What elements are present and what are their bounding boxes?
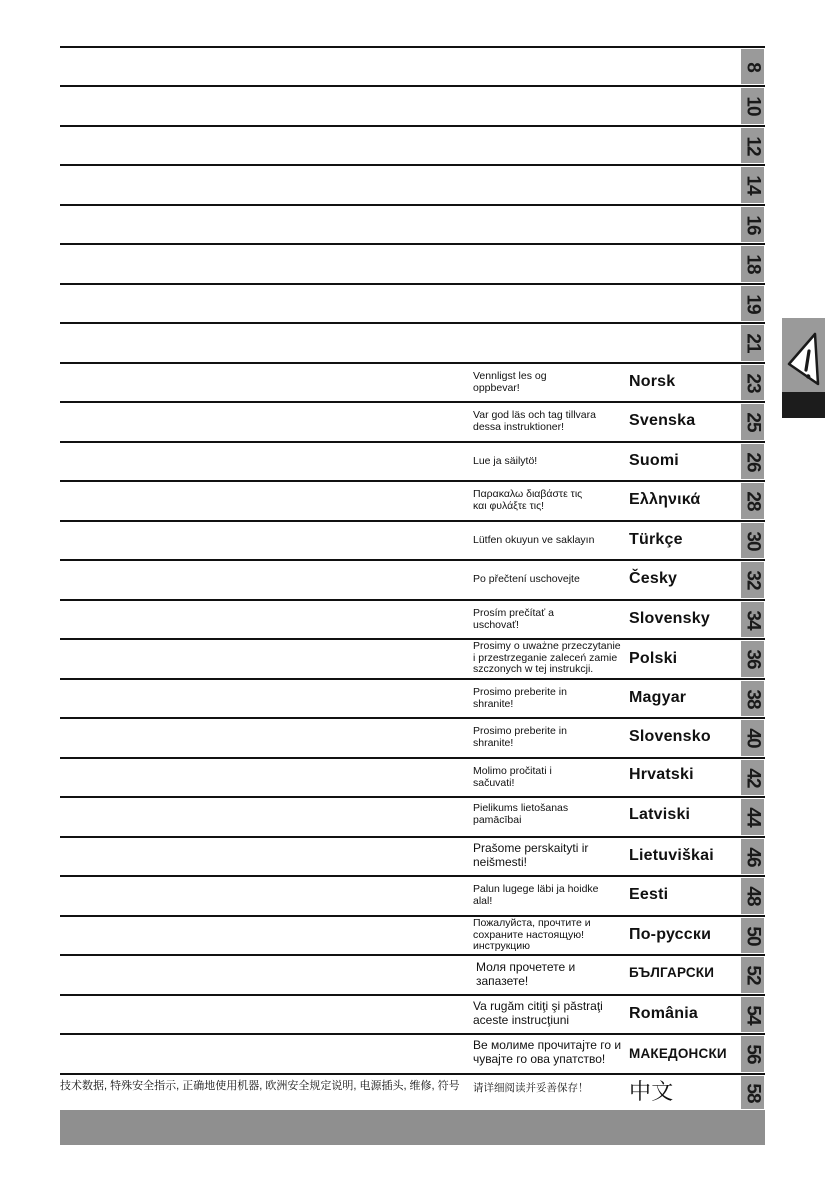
row-language: Ελληνικά	[629, 491, 701, 508]
row-language: Lietuviškai	[629, 847, 714, 864]
page-tab[interactable]	[741, 641, 764, 677]
row-divider	[60, 678, 765, 680]
page-number: 14	[742, 175, 763, 195]
language-row[interactable]	[60, 954, 765, 994]
row-divider	[60, 85, 765, 87]
row-language: Slovensky	[629, 610, 710, 627]
row-divider	[60, 796, 765, 798]
language-row[interactable]	[60, 836, 765, 875]
page-tab[interactable]	[741, 483, 764, 519]
page-number: 18	[742, 254, 763, 274]
footer-bar	[60, 1110, 765, 1145]
page-tab[interactable]	[741, 681, 764, 716]
page-tab[interactable]	[741, 325, 764, 361]
page-tab[interactable]	[741, 246, 764, 282]
row-divider	[60, 441, 765, 443]
row-note: Molimo pročitati i sačuvati!	[473, 765, 552, 789]
page-tab[interactable]	[741, 1036, 764, 1072]
page-tab[interactable]	[741, 997, 764, 1032]
row-divider	[60, 638, 765, 640]
page-number: 34	[742, 609, 763, 630]
language-row[interactable]	[60, 520, 765, 559]
row-note: 请详细阅读并妥善保存！	[473, 1082, 589, 1094]
page-number: 36	[742, 649, 763, 669]
row-note: Prosimo preberite in shranite!	[473, 725, 567, 749]
page-number: 40	[742, 728, 763, 748]
row-language: МАКЕДОНСКИ	[629, 1046, 727, 1061]
language-row[interactable]	[60, 717, 765, 757]
row-language: Türkçe	[629, 531, 683, 548]
row-language: Magyar	[629, 689, 687, 706]
page-number: 44	[742, 807, 763, 827]
row-note: Пожалуйста, прочтите и сохраните настоящую! инструкцию	[473, 917, 591, 952]
language-row[interactable]	[60, 85, 765, 125]
row-divider	[60, 125, 765, 127]
row-note: Pielikums lietošanas pamācībai	[473, 802, 569, 826]
language-row[interactable]	[60, 875, 765, 915]
page-number: 32	[742, 570, 763, 590]
row-divider	[60, 362, 765, 364]
page-number: 48	[742, 886, 763, 906]
row-language: Polski	[629, 650, 678, 667]
page-number: 26	[742, 451, 763, 472]
page-number: 8	[742, 61, 763, 72]
row-note: Prašome perskaityti ir neišmesti!	[473, 841, 589, 869]
language-row[interactable]	[60, 915, 765, 954]
language-row[interactable]	[60, 283, 765, 322]
row-note: Ве молиме прочитајте го и чувајте го ова упатство!	[473, 1038, 622, 1066]
row-language: Česky	[629, 570, 678, 587]
row-note: Lütfen okuyun ve saklayın	[473, 534, 595, 546]
row-note: Prosimy o uważne przeczytanie i przestrzeganie zaleceń zamie szczonych w tej instrukcji.	[473, 640, 621, 675]
page-tab[interactable]	[741, 444, 764, 479]
page-tab[interactable]	[741, 286, 764, 321]
warning-tab	[782, 318, 825, 418]
page-tab[interactable]	[741, 720, 764, 756]
language-row[interactable]	[60, 480, 765, 520]
row-note: Prosím prečítať a uschovať!	[473, 607, 554, 631]
row-divider	[60, 520, 765, 522]
row-language: România	[629, 1005, 698, 1022]
language-row[interactable]	[60, 1073, 765, 1110]
row-divider	[60, 46, 765, 48]
page-number: 28	[742, 491, 763, 511]
row-language: По-русски	[629, 926, 712, 943]
language-row[interactable]	[60, 204, 765, 243]
page-tab[interactable]	[741, 523, 764, 558]
language-row[interactable]	[60, 441, 765, 480]
row-note: Lue ja säilytö!	[473, 455, 538, 467]
page-number: 50	[742, 925, 763, 946]
language-row[interactable]	[60, 125, 765, 164]
page-number: 30	[742, 530, 763, 551]
language-row[interactable]	[60, 638, 765, 678]
language-row[interactable]	[60, 401, 765, 441]
page-tab[interactable]	[741, 88, 764, 124]
row-divider	[60, 243, 765, 245]
row-language: Norsk	[629, 373, 676, 390]
page-number: 19	[742, 293, 763, 314]
row-divider	[60, 164, 765, 166]
page-number: 16	[742, 214, 763, 235]
page-tab[interactable]	[741, 365, 764, 400]
row-divider	[60, 1033, 765, 1035]
page-number: 54	[742, 1004, 763, 1025]
row-note: Παρακαλω διαβάστε τις και φυλάξτε τις!	[473, 488, 583, 512]
row-divider	[60, 599, 765, 601]
row-divider	[60, 757, 765, 759]
language-row[interactable]	[60, 243, 765, 283]
row-language: БЪЛГАРСКИ	[629, 965, 715, 980]
page-number: 38	[742, 688, 763, 709]
warning-tab-band	[782, 392, 825, 418]
row-divider	[60, 283, 765, 285]
row-divider	[60, 322, 765, 324]
row-divider	[60, 994, 765, 996]
page-tab[interactable]	[741, 918, 764, 953]
page-number: 58	[742, 1082, 763, 1103]
language-row[interactable]	[60, 559, 765, 599]
page-tab[interactable]	[741, 799, 764, 835]
page-tab[interactable]	[741, 167, 764, 203]
language-row[interactable]	[60, 322, 765, 362]
page-number: 42	[742, 767, 763, 788]
page-tab[interactable]	[741, 562, 764, 598]
language-row[interactable]	[60, 796, 765, 836]
page-tab[interactable]	[741, 207, 764, 242]
page-tab[interactable]	[741, 957, 764, 993]
language-row[interactable]	[60, 757, 765, 796]
page-tab[interactable]	[741, 839, 764, 874]
page-tab[interactable]	[741, 404, 764, 440]
row-language: Slovensko	[629, 728, 711, 745]
page-tab[interactable]	[741, 128, 764, 163]
language-row[interactable]	[60, 362, 765, 401]
row-divider	[60, 401, 765, 403]
page-number: 25	[742, 412, 763, 432]
page-tab[interactable]	[741, 878, 764, 914]
row-note: Po přečtení uschovejte	[473, 573, 580, 585]
row-language: 中文	[629, 1080, 674, 1105]
row-description: 技术数据, 特殊安全指示, 正确地使用机器, 欧洲安全规定说明, 电源插头, 维修, 符号	[60, 1080, 460, 1092]
row-divider	[60, 875, 765, 877]
warning-triangle-icon	[782, 326, 825, 392]
page-tab[interactable]	[741, 602, 764, 637]
row-note: Моля прочетете и запазете!	[476, 960, 576, 988]
page-number: 21	[742, 333, 763, 353]
row-note: Palun lugege läbi ja hoidke alal!	[473, 883, 599, 907]
row-language: Eesti	[629, 886, 669, 903]
row-language: Latviski	[629, 806, 691, 823]
language-row[interactable]	[60, 164, 765, 204]
page-number: 52	[742, 965, 763, 985]
row-note: Var god läs och tag tillvara dessa instruktioner!	[473, 409, 596, 433]
page-number: 23	[742, 372, 763, 393]
row-divider	[60, 915, 765, 917]
page-number: 10	[742, 96, 763, 116]
language-row[interactable]	[60, 1033, 765, 1073]
row-divider	[60, 204, 765, 206]
row-language: Suomi	[629, 452, 679, 469]
page-tab[interactable]	[741, 760, 764, 795]
row-divider	[60, 480, 765, 482]
row-note: Prosimo preberite in shranite!	[473, 686, 567, 710]
row-language: Hrvatski	[629, 766, 694, 783]
language-row[interactable]	[60, 599, 765, 638]
row-note: Va rugăm citiţi şi păstraţi aceste instrucţiuni	[473, 999, 603, 1027]
row-divider	[60, 836, 765, 838]
language-row[interactable]	[60, 46, 765, 85]
row-divider	[60, 559, 765, 561]
language-row[interactable]	[60, 678, 765, 717]
row-language: Svenska	[629, 412, 696, 429]
row-divider	[60, 717, 765, 719]
language-row[interactable]	[60, 994, 765, 1033]
page-tab[interactable]	[741, 49, 764, 84]
page-number: 46	[742, 846, 763, 867]
row-note: Vennligst les og oppbevar!	[473, 370, 547, 394]
page-number: 12	[742, 135, 763, 156]
page-tab[interactable]	[741, 1076, 764, 1109]
row-divider	[60, 954, 765, 956]
page-number: 56	[742, 1044, 763, 1064]
